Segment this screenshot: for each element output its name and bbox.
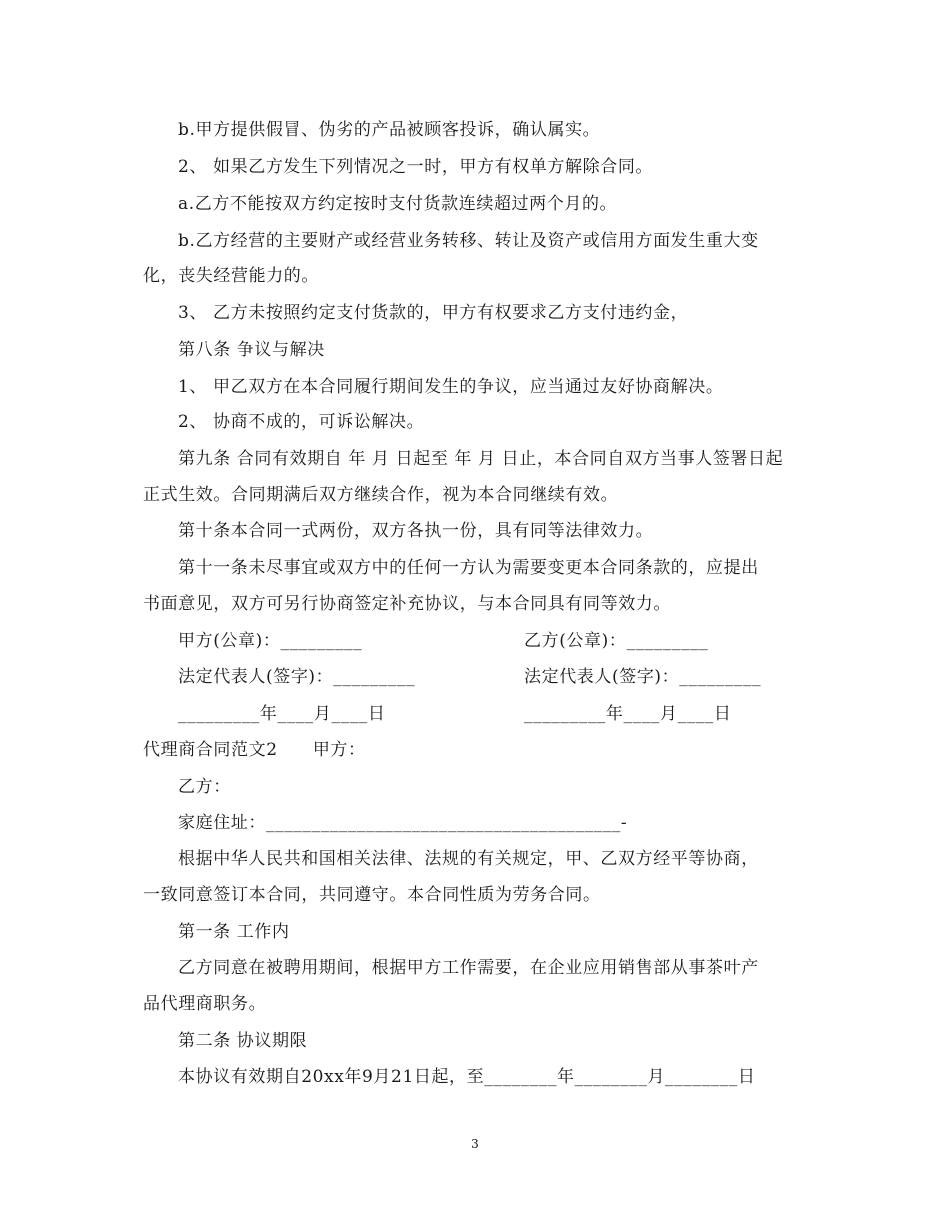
page-number: 3	[471, 1137, 479, 1151]
party-b-rep-field: 法定代表人(签字)：_________	[524, 667, 762, 687]
party-a-rep-field: 法定代表人(签字)：_________	[178, 667, 416, 687]
text-line: a.乙方不能按双方约定按时支付货款连续超过两个月的。	[178, 194, 618, 214]
party-b-date-field: _________年____月____日	[524, 704, 732, 724]
text-line: 3、 乙方未按照约定支付货款的，甲方有权要求乙方支付违约金，	[178, 303, 689, 323]
party-b-seal-field: 乙方(公章)：_________	[524, 631, 709, 651]
text-line: 一致同意签订本合同，共同遵守。本合同性质为劳务合同。	[143, 885, 601, 905]
text-line: 第九条 合同有效期自 年 月 日起至 年 月 日止，本合同自双方当事人签署日起	[178, 449, 784, 469]
party-a-date-field: _________年____月____日	[178, 704, 386, 724]
text-line: 书面意见，双方可另行协商签定补充协议，与本合同具有同等效力。	[143, 594, 671, 614]
text-line: 根据中华人民共和国相关法律、法规的有关规定，甲、乙双方经平等协商，	[178, 849, 759, 869]
text-line: 1、 甲乙双方在本合同履行期间发生的争议，应当通过友好协商解决。	[178, 377, 724, 397]
text-line: 化，丧失经营能力的。	[143, 266, 319, 286]
text-line: 乙方同意在被聘用期间，根据甲方工作需要，在企业应用销售部从事茶叶产	[178, 958, 759, 978]
address-field: 家庭住址：_______________________________________-	[178, 813, 628, 833]
text-line: 乙方：	[178, 777, 231, 797]
text-line: 第十一条未尽事宜或双方中的任何一方认为需要变更本合同条款的，应提出	[178, 558, 759, 578]
text-line: b.甲方提供假冒、伪劣的产品被顾客投诉，确认属实。	[178, 120, 601, 140]
text-line: 2、 协商不成的，可诉讼解决。	[178, 412, 425, 432]
text-line: 品代理商职务。	[143, 994, 267, 1014]
text-line: 第十条本合同一式两份，双方各执一份，具有同等法律效力。	[178, 521, 654, 541]
text-line: b.乙方经营的主要财产或经营业务转移、转让及资产或信用方面发生重大变	[178, 231, 759, 251]
text-line: 正式生效。合同期满后双方继续合作，视为本合同继续有效。	[143, 485, 619, 505]
section-heading: 第二条 协议期限	[178, 1031, 308, 1051]
party-a-seal-field: 甲方(公章)：_________	[178, 631, 363, 651]
section-heading: 第一条 工作内	[178, 922, 290, 942]
text-line: 本协议有效期自20xx年9月21日起，至________年________月________日	[178, 1067, 756, 1087]
contract-title: 代理商合同范文2 甲方：	[143, 740, 366, 760]
section-heading: 第八条 争议与解决	[178, 340, 325, 360]
text-line: 2、 如果乙方发生下列情况之一时，甲方有权单方解除合同。	[178, 157, 654, 177]
